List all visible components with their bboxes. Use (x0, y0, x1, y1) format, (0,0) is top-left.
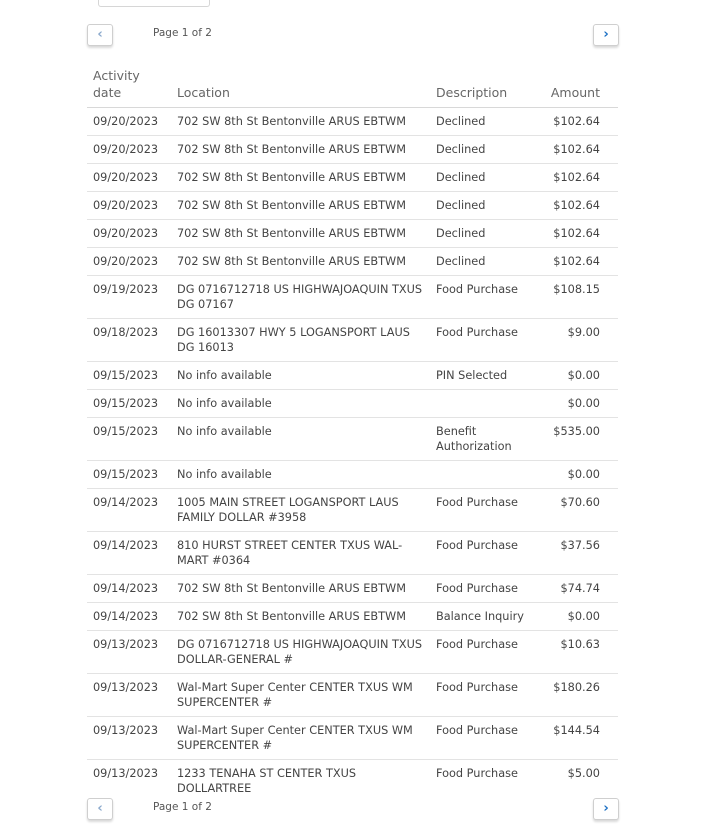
cell-date: 09/13/2023 (87, 631, 171, 674)
table-row (87, 760, 618, 803)
cell-date: 09/15/2023 (87, 362, 171, 390)
next-page-button[interactable] (593, 24, 619, 46)
cell-amount: $74.74 (541, 575, 618, 603)
cell-date: 09/20/2023 (87, 220, 171, 248)
cell-description: Balance Inquiry (430, 603, 541, 631)
cell-description: Food Purchase (430, 276, 541, 319)
page-indicator: Page 1 of 2 (153, 801, 212, 813)
cell-description (430, 461, 541, 489)
cell-description: Benefit Authorization (430, 418, 541, 461)
cell-amount: $0.00 (541, 603, 618, 631)
cell-date: 09/15/2023 (87, 418, 171, 461)
cell-description: Declined (430, 108, 541, 136)
next-page-button[interactable] (593, 798, 619, 820)
cell-amount: $37.56 (541, 532, 618, 575)
table-row (87, 489, 618, 532)
cell-date: 09/20/2023 (87, 108, 171, 136)
header-description: Description (430, 63, 541, 108)
table-row (87, 276, 618, 319)
chevron-left-icon: ‹ (97, 801, 103, 816)
table-row (87, 532, 618, 575)
cell-date: 09/13/2023 (93, 767, 159, 780)
cell-description: Food Purchase (430, 489, 541, 532)
cell-description: Food Purchase (436, 767, 518, 780)
cell-location: Wal-Mart Super Center CENTER TXUS WM SUPERCENTER # (171, 717, 430, 760)
cell-amount: $102.64 (541, 220, 618, 248)
cell-date: 09/15/2023 (87, 461, 171, 489)
cell-amount: $535.00 (541, 418, 618, 461)
cell-amount: $102.64 (541, 136, 618, 164)
cell-description: Declined (430, 192, 541, 220)
table-row (87, 108, 618, 136)
header-activity-date: Activity date (87, 63, 171, 108)
cell-date: 09/20/2023 (87, 248, 171, 276)
cell-location: 702 SW 8th St Bentonville ARUS EBTWM (171, 108, 430, 136)
cell-date: 09/14/2023 (87, 489, 171, 532)
cell-amount: $102.64 (541, 248, 618, 276)
cell-location: No info available (171, 418, 430, 461)
cell-description: Food Purchase (430, 631, 541, 674)
table-row (87, 192, 618, 220)
chevron-left-icon: ‹ (97, 27, 103, 42)
table-row (87, 418, 618, 461)
table-row (87, 319, 618, 362)
cell-date: 09/19/2023 (87, 276, 171, 319)
table-row (87, 248, 618, 276)
header-amount: Amount (541, 63, 618, 108)
table-row (87, 390, 618, 418)
cell-date: 09/18/2023 (87, 319, 171, 362)
cell-amount: $102.64 (541, 108, 618, 136)
cell-amount: $70.60 (541, 489, 618, 532)
cell-location: No info available (171, 461, 430, 489)
cell-date: 09/20/2023 (87, 192, 171, 220)
cell-location: DG 0716712718 US HIGHWAJOAQUIN TXUS DOLLAR-GENERAL # (171, 631, 430, 674)
cell-location: No info available (171, 390, 430, 418)
cell-location: DG 16013307 HWY 5 LOGANSPORT LAUS DG 16013 (171, 319, 430, 362)
cell-location: 702 SW 8th St Bentonville ARUS EBTWM (171, 192, 430, 220)
pagination-bottom (87, 798, 619, 822)
cell-date: 09/13/2023 (87, 674, 171, 717)
cell-location: 702 SW 8th St Bentonville ARUS EBTWM (171, 220, 430, 248)
cell-amount: $108.15 (541, 276, 618, 319)
top-dropdown-box (98, 0, 210, 7)
cell-description: Food Purchase (430, 575, 541, 603)
cell-description: Food Purchase (430, 717, 541, 760)
cell-location: 702 SW 8th St Bentonville ARUS EBTWM (171, 575, 430, 603)
cell-description: PIN Selected (430, 362, 541, 390)
header-location: Location (171, 63, 430, 108)
cell-description: Food Purchase (430, 532, 541, 575)
cell-location: Wal-Mart Super Center CENTER TXUS WM SUPERCENTER # (171, 674, 430, 717)
cell-location: 1005 MAIN STREET LOGANSPORT LAUS FAMILY DOLLAR #3958 (171, 489, 430, 532)
cell-location: 702 SW 8th St Bentonville ARUS EBTWM (171, 136, 430, 164)
table-row (87, 136, 618, 164)
prev-page-button[interactable] (87, 24, 113, 46)
cell-description: Declined (430, 248, 541, 276)
chevron-right-icon: › (603, 27, 609, 42)
table-row (87, 220, 618, 248)
cell-date: 09/14/2023 (87, 532, 171, 575)
table-row (87, 164, 618, 192)
cell-amount: $0.00 (541, 461, 618, 489)
cell-description (430, 390, 541, 418)
cell-amount: $180.26 (541, 674, 618, 717)
cell-amount: $0.00 (541, 362, 618, 390)
prev-page-button[interactable] (87, 798, 113, 820)
table-row (87, 362, 618, 390)
cell-location: 702 SW 8th St Bentonville ARUS EBTWM (171, 164, 430, 192)
cell-date: 09/20/2023 (87, 164, 171, 192)
cell-location: DG 0716712718 US HIGHWAJOAQUIN TXUS DG 07167 (171, 276, 430, 319)
table-row (87, 603, 618, 631)
cell-amount: $10.63 (541, 631, 618, 674)
table-row (87, 631, 618, 674)
cell-location: 702 SW 8th St Bentonville ARUS EBTWM (171, 248, 430, 276)
cell-amount: $144.54 (541, 717, 618, 760)
cell-description: Food Purchase (430, 674, 541, 717)
cell-description: Declined (430, 220, 541, 248)
cell-amount: $102.64 (541, 164, 618, 192)
pagination-top (87, 24, 619, 48)
page-indicator: Page 1 of 2 (153, 27, 212, 39)
table-row (87, 461, 618, 489)
cell-amount: $5.00 (567, 767, 600, 780)
cell-amount: $102.64 (541, 192, 618, 220)
table-row (87, 674, 618, 717)
cell-date: 09/14/2023 (87, 603, 171, 631)
cell-description: Declined (430, 164, 541, 192)
cell-description: Declined (430, 136, 541, 164)
transactions-body (87, 108, 618, 803)
table-row (87, 717, 618, 760)
cell-location: 1233 TENAHA ST CENTER TXUS DOLLARTREE (177, 767, 357, 795)
cell-date: 09/15/2023 (87, 390, 171, 418)
cell-date: 09/14/2023 (87, 575, 171, 603)
cell-amount: $9.00 (541, 319, 618, 362)
transactions-table (87, 63, 618, 802)
chevron-right-icon: › (603, 801, 609, 816)
cell-amount: $0.00 (541, 390, 618, 418)
cell-location: No info available (171, 362, 430, 390)
cell-location: 702 SW 8th St Bentonville ARUS EBTWM (171, 603, 430, 631)
cell-date: 09/13/2023 (87, 717, 171, 760)
table-row (87, 575, 618, 603)
table-header-row (87, 63, 618, 108)
cell-date: 09/20/2023 (87, 136, 171, 164)
cell-description: Food Purchase (430, 319, 541, 362)
cell-location: 810 HURST STREET CENTER TXUS WAL-MART #0364 (171, 532, 430, 575)
